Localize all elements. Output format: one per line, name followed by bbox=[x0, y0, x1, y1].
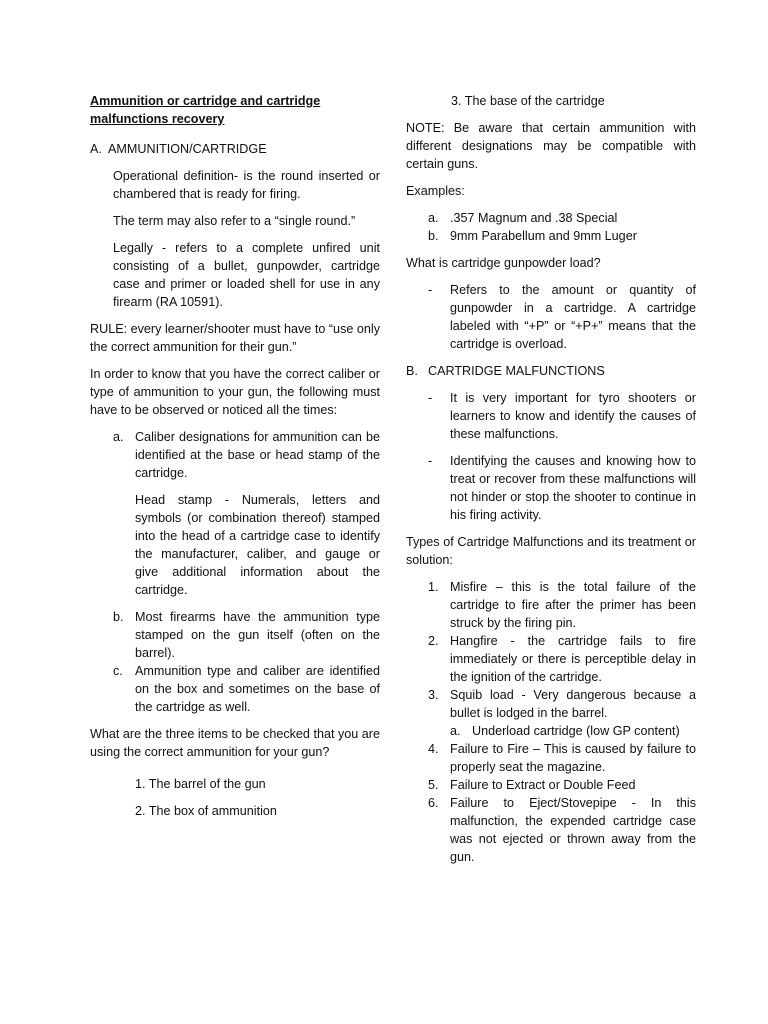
operational-definition: Operational definition- is the round inserted or chambered that is ready for firing. bbox=[113, 169, 380, 201]
check-item: 3. The base of the cartridge bbox=[451, 94, 605, 108]
list-item: a. Caliber designations for ammunition can be identified at the base or head stamp of the cartridge. bbox=[113, 430, 380, 480]
load-question: What is cartridge gunpowder load? bbox=[406, 256, 601, 270]
check-item: 1. The barrel of the gun bbox=[135, 777, 266, 791]
list-item: c. Ammunition type and caliber are identified on the box and sometimes on the base of the cartridge as well. bbox=[113, 664, 380, 714]
right-column bbox=[406, 92, 696, 866]
list-item: 5. Failure to Extract or Double Feed bbox=[428, 778, 636, 792]
examples-label: Examples: bbox=[406, 184, 465, 198]
list-item: 1. Misfire – this is the total failure of the cartridge to fire after the primer has been struck by the firing pin. bbox=[428, 580, 696, 630]
list-item: a. .357 Magnum and .38 Special bbox=[428, 211, 618, 225]
list-item: b. Most firearms have the ammunition type stamped on the gun itself (often on the barrel). bbox=[113, 610, 380, 660]
note-paragraph: NOTE: Be aware that certain ammunition with different designations may be compatible with certain guns. bbox=[406, 121, 696, 171]
in-order-paragraph: In order to know that you have the correct caliber or type of ammunition to your gun, the following must have to be observed or noticed all the times: bbox=[90, 367, 380, 417]
list-item: b. 9mm Parabellum and 9mm Luger bbox=[428, 229, 637, 243]
list-item: 2. Hangfire - the cartridge fails to fire immediately or there is perceptible delay in the ignition of the cartridge. bbox=[428, 634, 696, 684]
section-a-heading: A. AMMUNITION/CARTRIDGE bbox=[90, 142, 267, 156]
list-item: a. Underload cartridge (low GP content) bbox=[450, 724, 680, 738]
list-item: 3. Squib load - Very dangerous because a bullet is lodged in the barrel. bbox=[428, 688, 696, 720]
left-column bbox=[90, 92, 380, 829]
check-item: 2. The box of ammunition bbox=[135, 804, 277, 818]
three-items-question: What are the three items to be checked that you are using the correct ammunition for your gun? bbox=[90, 727, 380, 759]
legal-definition: Legally - refers to a complete unfired unit consisting of a bullet, gunpowder, cartridge case and primer or loaded shell for use in any firearm (RA 10591). bbox=[113, 241, 380, 309]
list-item: - It is very important for tyro shooters or learners to know and identify the causes of these malfunctions. bbox=[428, 391, 696, 441]
term-definition: The term may also refer to a “single round.” bbox=[113, 214, 356, 228]
types-intro: Types of Cartridge Malfunctions and its treatment or solution: bbox=[406, 535, 696, 567]
list-item: 6. Failure to Eject/Stovepipe - In this malfunction, the expended cartridge case was not ejected or thrown away from the gun. bbox=[428, 796, 696, 864]
rule-paragraph: RULE: every learner/shooter must have to “use only the correct ammunition for their gun.” bbox=[90, 322, 380, 354]
list-item: - Identifying the causes and knowing how to treat or recover from these malfunctions will not hinder or stop the shooter to continue in his firing activity. bbox=[428, 454, 696, 522]
list-item: 4. Failure to Fire – This is caused by failure to properly seat the magazine. bbox=[428, 742, 696, 774]
section-b-heading: B. CARTRIDGE MALFUNCTIONS bbox=[406, 364, 605, 378]
list-item: - Refers to the amount or quantity of gunpowder in a cartridge. A cartridge labeled with “+P” or “+P+” means that the cartridge is overload. bbox=[428, 283, 696, 351]
document-title: Ammunition or cartridge and cartridge malfunctions recovery bbox=[90, 94, 321, 126]
list-item: Head stamp - Numerals, letters and symbols (or combination thereof) stamped into the head of a cartridge case to identify the manufacturer, caliber, and gauge or give additional information about the cartridge. bbox=[135, 493, 380, 597]
